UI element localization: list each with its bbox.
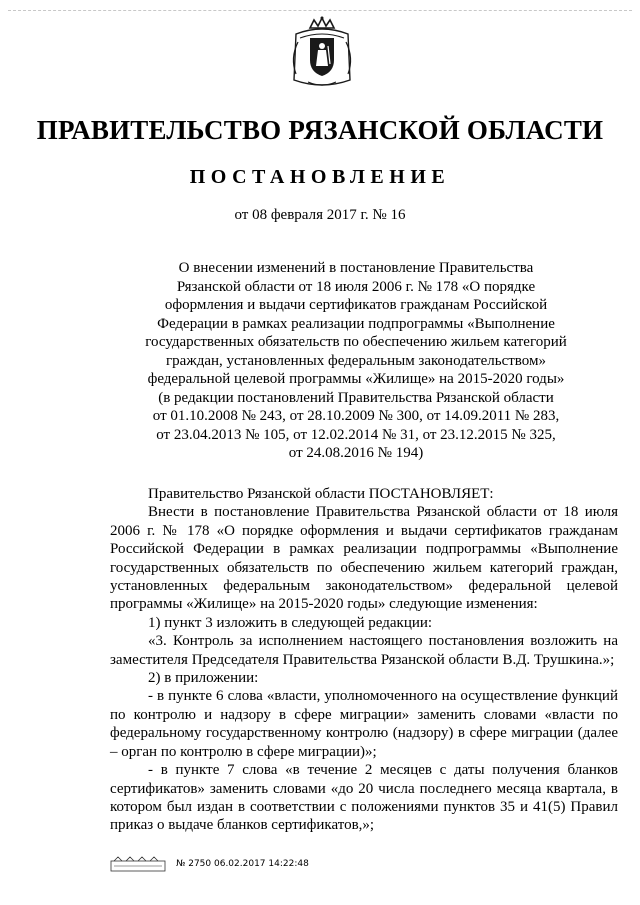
subject-line: государственных обязательств по обеспечению жильем категорий (145, 334, 567, 350)
body-paragraph: «3. Контроль за исполнением настоящего постановления возложить на заместителя Председателя Правительства Рязанской области В.Д. Трушкина.»; (110, 633, 618, 668)
subject-line: Рязанской области от 18 июля 2006 г. № 178 «О порядке (176, 278, 536, 295)
registry-stamp-icon (110, 855, 166, 873)
document-body (110, 485, 618, 835)
body-paragraph: - в пункте 7 слова «в течение 2 месяцев с даты получения бланков сертификатов» заменить словами «до 20 числа последнего месяца квартала, в котором был издан в соответствии с положениями пунктов 35 и 41(5) Правил приказ о выдаче бланков сертификатов,»; (110, 762, 618, 834)
registration-footer (110, 855, 530, 875)
subject-line: федеральной целевой программы «Жилище» на 2015-2020 годы» (147, 371, 565, 387)
subject-line: от 01.10.2008 № 243, от 28.10.2009 № 300, от 14.09.2011 № 283, (152, 408, 560, 424)
subject-line: О внесении изменений в постановление Правительства (178, 260, 534, 276)
body-paragraph: - в пункте 6 слова «власти, уполномоченного на осуществление функций по контролю и надзору в сфере миграции» заменить словами «власти по федеральному государственному контролю (надзору) в сфере миграции (далее – орган по контролю в сфере миграции)»; (110, 688, 618, 760)
resolution-intro: Правительство Рязанской области ПОСТАНОВЛЯЕТ: (148, 486, 494, 502)
coat-of-arms-icon (286, 14, 358, 94)
government-title: ПРАВИТЕЛЬСТВО РЯЗАНСКОЙ ОБЛАСТИ (36, 115, 604, 145)
body-paragraph: Внести в постановление Правительства Рязанской области от 18 июля 2006 г. № 178 «О порядке оформления и выдачи сертификатов гражданам Российской Федерации в рамках реализации подпрограммы «Выполнение государственных обязательств по обеспечению жильем категорий граждан, установленных федеральным законодательством» федеральной целевой программы «Жилище» на 2015-2020 годы» следующие изменения: (110, 504, 618, 613)
document-type: ПОСТАНОВЛЕНИЕ (189, 166, 451, 188)
document-date: от 08 февраля 2017 г. № 16 (234, 207, 406, 223)
body-paragraph: 2) в приложении: (148, 670, 259, 687)
subject-line: (в редакции постановлений Правительства Рязанской области (158, 389, 554, 406)
subject-line: оформления и выдачи сертификатов гражданам Российской (164, 297, 548, 313)
subject-line: граждан, установленных федеральным законодательством» (166, 352, 546, 369)
registration-number: № 2750 06.02.2017 14:22:48 (176, 859, 309, 869)
subject-line: от 23.04.2013 № 105, от 12.02.2014 № 31, от 23.12.2015 № 325, (156, 426, 556, 443)
subject-line: Федерации в рамках реализации подпрограммы «Выполнение (157, 315, 555, 332)
subject-block (126, 259, 586, 463)
body-paragraph: 1) пункт 3 изложить в следующей редакции: (148, 614, 433, 631)
subject-line: от 24.08.2016 № 194) (288, 445, 424, 461)
